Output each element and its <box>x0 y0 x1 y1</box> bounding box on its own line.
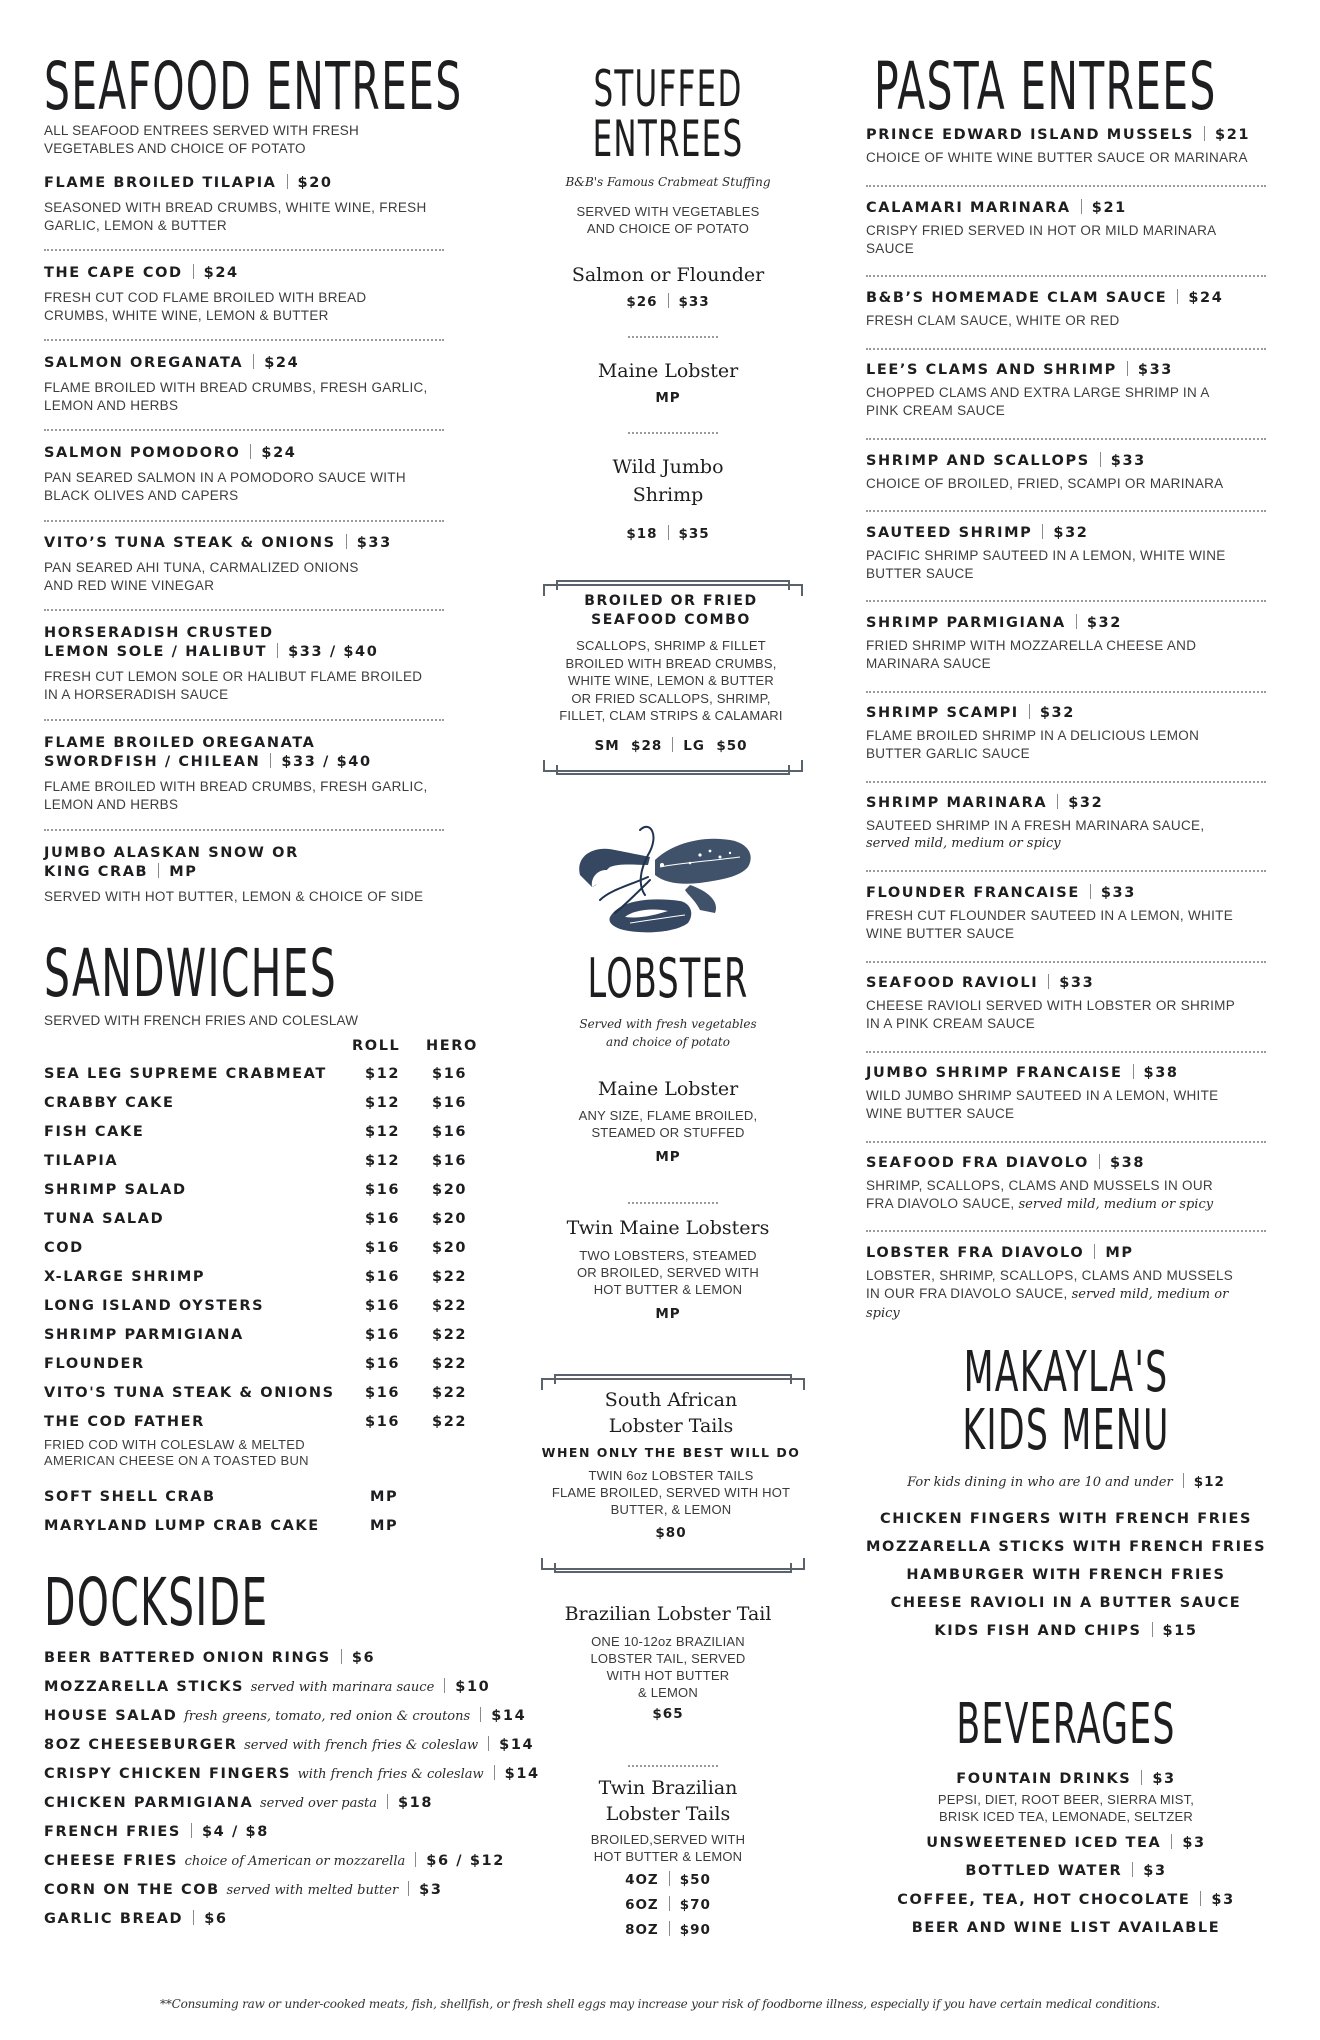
pasta-entrees-section <box>866 0 1266 1320</box>
menu-item <box>866 1154 1266 1214</box>
table-row: MARYLAND LUMP CRAB CAKE MP <box>44 1518 399 1534</box>
dotted-divider <box>628 1765 718 1767</box>
item-description: FRESH CUT COD FLAME BROILED WITH BREAD CRUMBS, WHITE WINE, LEMON & BUTTER <box>44 290 367 323</box>
menu-item <box>44 264 444 325</box>
item-description: BROILED,SERVED WITH HOT BUTTER & LEMON <box>590 1832 746 1864</box>
section-title: SANDWICHES <box>44 935 337 1012</box>
divider <box>387 1794 388 1809</box>
item-name: Maine Lobster <box>597 1078 739 1100</box>
divider <box>1204 126 1205 141</box>
item-price: $20 <box>297 175 333 191</box>
item-description: TWIN 6oz LOBSTER TAILS FLAME BROILED, SERVED WITH HOT BUTTER, & LEMON <box>551 1468 791 1517</box>
item-tagline: WHEN ONLY THE BEST WILL DO <box>541 1445 801 1460</box>
list-item: COFFEE, TEA, HOT CHOCOLATE $3 <box>897 1892 1235 1908</box>
dotted-divider <box>44 520 444 522</box>
item-name: Salmon or Flounder <box>571 264 765 286</box>
menu-item <box>866 1244 1266 1323</box>
table-row: THE COD FATHER $16 $22 <box>44 1414 468 1430</box>
list-item: CHEESE RAVIOLI IN A BUTTER SAUCE <box>890 1595 1242 1611</box>
divider <box>480 1707 481 1722</box>
divider <box>415 1852 416 1867</box>
dotted-divider <box>866 600 1266 602</box>
kids-subtitle: For kids dining in who are 10 and under $12 <box>907 1474 1225 1490</box>
divider <box>672 737 673 752</box>
table-row: TILAPIA $12 $16 <box>44 1153 468 1169</box>
item-description: PAN SEARED SALMON IN A POMODORO SAUCE WITH BLACK OLIVES AND CAPERS <box>44 470 406 503</box>
table-row: VITO'S TUNA STEAK & ONIONS $16 $22 <box>44 1385 468 1401</box>
item-price: $33 / $40 <box>288 644 379 660</box>
divider <box>1133 1064 1134 1079</box>
item-price: $24 <box>1188 290 1224 306</box>
dotted-divider <box>44 719 444 721</box>
table-row: SEA LEG SUPREME CRABMEAT $12 $16 <box>44 1066 468 1082</box>
section-intro: ALL SEAFOOD ENTREES SERVED WITH FRESH VEGETABLES AND CHOICE OF POTATO <box>44 123 359 156</box>
item-price: $32 <box>1053 525 1089 541</box>
item-name: SHRIMP SCAMPI <box>866 705 1019 721</box>
item-name: SEAFOOD RAVIOLI <box>866 975 1039 991</box>
divider <box>1100 452 1101 467</box>
section-title-line2: ENTREES <box>592 110 744 168</box>
item-name-line1: HORSERADISH CRUSTED <box>44 625 274 641</box>
frame-top-inner <box>556 580 790 590</box>
divider <box>1200 1891 1201 1906</box>
menu-item <box>866 126 1266 167</box>
section-title: PASTA ENTREES <box>874 48 1217 125</box>
list-item: CHICKEN FINGERS WITH FRENCH FRIES <box>879 1511 1253 1527</box>
item-description: FRESH CLAM SAUCE, WHITE OR RED <box>866 313 1120 328</box>
item-description: FRIED SHRIMP WITH MOZZARELLA CHEESE AND MARINARA SAUCE <box>866 638 1197 671</box>
menu-item <box>866 361 1266 420</box>
item-price: $24 <box>264 355 300 371</box>
table-row: COD $16 $20 <box>44 1240 468 1256</box>
frame-top-inner <box>554 1374 792 1384</box>
divider <box>1183 1473 1184 1488</box>
menu-item <box>44 174 444 235</box>
list-item: MOZZARELLA STICKS served with marinara sauce $10 <box>44 1679 491 1695</box>
divider <box>1076 614 1077 629</box>
divider <box>668 293 669 308</box>
dotted-divider <box>866 961 1266 963</box>
divider <box>1042 524 1043 539</box>
item-price: $33 <box>356 535 392 551</box>
divider <box>669 1921 670 1936</box>
divider <box>669 1871 670 1886</box>
size-price-row: 8OZ $90 <box>625 1922 711 1938</box>
menu-item <box>44 624 444 704</box>
dotted-divider <box>866 348 1266 350</box>
item-price: $32 <box>1039 705 1075 721</box>
item-name: JUMBO SHRIMP FRANCAISE <box>866 1065 1123 1081</box>
sandwiches-section <box>44 935 478 1535</box>
list-item: BEER BATTERED ONION RINGS $6 <box>44 1650 376 1666</box>
beverages-title: BEVERAGES <box>956 1692 1176 1757</box>
menu-item <box>866 524 1266 583</box>
item-price: $24 <box>261 445 297 461</box>
menu-item <box>866 452 1266 493</box>
item-price: $80 <box>655 1525 687 1541</box>
seafood-combo-box <box>536 575 800 780</box>
item-price: MP <box>1105 1245 1134 1261</box>
menu-item <box>866 614 1266 673</box>
dotted-divider <box>628 336 718 338</box>
item-name: LEMON SOLE / HALIBUT <box>44 644 268 660</box>
item-name: Brazilian Lobster Tail <box>564 1603 772 1625</box>
item-name: SEAFOOD FRA DIAVOLO <box>866 1155 1089 1171</box>
item-price: $24 <box>203 265 239 281</box>
table-row: LONG ISLAND OYSTERS $16 $22 <box>44 1298 468 1314</box>
table-row: SHRIMP SALAD $16 $20 <box>44 1182 468 1198</box>
item-description: PACIFIC SHRIMP SAUTEED IN A LEMON, WHITE WINE BUTTER SAUCE <box>866 548 1226 581</box>
item-price: $26 $33 <box>626 294 710 310</box>
divider <box>341 1649 342 1664</box>
item-name: B&B’S HOMEMADE CLAM SAUCE <box>866 290 1168 306</box>
menu-item <box>866 1064 1266 1123</box>
combo-title: BROILED OR FRIED SEAFOOD COMBO <box>584 593 758 628</box>
list-item: BEER AND WINE LIST AVAILABLE <box>911 1920 1221 1936</box>
item-description: CHOICE OF BROILED, FRIED, SCAMPI OR MARINARA <box>866 476 1224 491</box>
dotted-divider <box>866 510 1266 512</box>
item-description: TWO LOBSTERS, STEAMED OR BROILED, SERVED WITH HOT BUTTER & LEMON <box>576 1248 760 1297</box>
item-price: $33 <box>1100 885 1136 901</box>
divider <box>1090 884 1091 899</box>
item-name: Maine Lobster <box>597 360 739 382</box>
item-description: FRIED COD WITH COLESLAW & MELTED AMERICAN CHEESE ON A TOASTED BUN <box>44 1437 309 1468</box>
item-name: South African Lobster Tails <box>604 1389 738 1437</box>
south-african-box <box>536 1370 800 1580</box>
section-title: SEAFOOD ENTREES <box>44 48 463 125</box>
item-price: $33 / $40 <box>281 754 372 770</box>
dotted-divider <box>44 829 444 831</box>
divider <box>444 1678 445 1693</box>
menu-item <box>866 884 1266 943</box>
dotted-divider <box>44 339 444 341</box>
divider <box>1171 1834 1172 1849</box>
item-description: CHEESE RAVIOLI SERVED WITH LOBSTER OR SHRIMP IN A PINK CREAM SAUCE <box>866 998 1236 1031</box>
item-name: SHRIMP AND SCALLOPS <box>866 453 1090 469</box>
divider <box>193 1910 194 1925</box>
item-name: FLAME BROILED TILAPIA <box>44 175 277 191</box>
item-description: PAN SEARED AHI TUNA, CARMALIZED ONIONS AND RED WINE VINEGAR <box>44 560 359 593</box>
table-row: SOFT SHELL CRAB MP <box>44 1489 399 1505</box>
divider <box>669 1896 670 1911</box>
frame-bottom-inner <box>554 1563 792 1573</box>
item-name: PRINCE EDWARD ISLAND MUSSELS <box>866 127 1195 143</box>
table-row: TUNA SALAD $16 $20 <box>44 1211 468 1227</box>
section-subtitle: B&B's Famous Crabmeat Stuffing <box>565 175 771 189</box>
menu-item <box>44 354 444 415</box>
dotted-divider <box>866 275 1266 277</box>
divider <box>158 863 159 878</box>
divider <box>277 643 278 658</box>
table-row: SHRIMP PARMIGIANA $16 $22 <box>44 1327 468 1343</box>
divider <box>408 1881 409 1896</box>
dotted-divider <box>44 249 444 251</box>
kids-title-line2: KIDS MENU <box>962 1398 1170 1463</box>
item-name: SAUTEED SHRIMP <box>866 525 1033 541</box>
list-item: CRISPY CHICKEN FINGERS with french fries & coleslaw $14 <box>44 1766 540 1782</box>
menu-item <box>866 704 1266 763</box>
item-price: MP <box>655 390 681 406</box>
menu-item <box>866 289 1266 330</box>
list-item: BOTTLED WATER $3 <box>965 1863 1167 1879</box>
item-description: CHOPPED CLAMS AND EXTRA LARGE SHRIMP IN A PINK CREAM SAUCE <box>866 385 1210 418</box>
item-name: KING CRAB <box>44 864 149 880</box>
menu-item <box>866 199 1266 258</box>
section-intro: SERVED WITH FRENCH FRIES AND COLESLAW <box>44 1013 359 1028</box>
item-price: $33 <box>1059 975 1095 991</box>
divider <box>1094 1244 1095 1259</box>
dotted-divider <box>866 781 1266 783</box>
item-price: $33 <box>1110 453 1146 469</box>
menu-item <box>44 534 444 595</box>
item-price: MP <box>169 864 198 880</box>
menu-item <box>44 844 444 906</box>
item-name: Wild Jumbo Shrimp <box>612 456 724 506</box>
list-item: HAMBURGER WITH FRENCH FRIES <box>906 1567 1226 1583</box>
item-description: FRESH CUT FLOUNDER SAUTEED IN A LEMON, WHITE WINE BUTTER SAUCE <box>866 908 1233 941</box>
item-description: FRESH CUT LEMON SOLE OR HALIBUT FLAME BROILED IN A HORSERADISH SAUCE <box>44 669 423 702</box>
divider <box>488 1736 489 1751</box>
item-description: FLAME BROILED SHRIMP IN A DELICIOUS LEMON BUTTER GARLIC SAUCE <box>866 728 1200 761</box>
table-row: CRABBY CAKE $12 $16 <box>44 1095 468 1111</box>
seafood-entrees-section <box>44 0 463 920</box>
divider <box>1081 199 1082 214</box>
item-name: SWORDFISH / CHILEAN <box>44 754 261 770</box>
divider <box>250 444 251 459</box>
item-price: $21 <box>1215 127 1251 143</box>
item-name: Twin Brazilian Lobster Tails <box>598 1777 738 1825</box>
item-price: $32 <box>1068 795 1104 811</box>
item-price: $33 <box>1137 362 1173 378</box>
divider <box>191 1823 192 1838</box>
item-name: LEE’S CLAMS AND SHRIMP <box>866 362 1117 378</box>
divider <box>1127 361 1128 376</box>
divider <box>1048 974 1049 989</box>
divider <box>1152 1622 1153 1637</box>
dotted-divider <box>44 429 444 431</box>
divider <box>253 354 254 369</box>
item-name: VITO’S TUNA STEAK & ONIONS <box>44 535 336 551</box>
size-price-row: 4OZ $50 <box>625 1872 711 1888</box>
dotted-divider <box>628 1202 718 1204</box>
list-item: 8OZ CHEESEBURGER served with french fries & coleslaw $14 <box>44 1737 535 1753</box>
menu-item <box>866 974 1266 1033</box>
section-title: DOCKSIDE <box>44 1564 269 1641</box>
footer-disclaimer: **Consuming raw or under-cooked meats, fish, shellfish, or fresh shell eggs may increase your risk of foodborne illness, especially if you have certain medical conditions. <box>160 1997 1160 2011</box>
menu-item <box>44 444 444 505</box>
table-row: FISH CAKE $12 $16 <box>44 1124 468 1140</box>
list-item: HOUSE SALAD fresh greens, tomato, red onion & croutons $14 <box>44 1708 527 1724</box>
item-description: LOBSTER, SHRIMP, SCALLOPS, CLAMS AND MUSSELS IN OUR FRA DIAVOLO SAUCE, served mild, medium or spicy <box>866 1268 1234 1321</box>
divider <box>1057 794 1058 809</box>
item-description: CHOICE OF WHITE WINE BUTTER SAUCE OR MARINARA <box>866 150 1248 165</box>
item-name: CALAMARI MARINARA <box>866 200 1071 216</box>
dotted-divider <box>866 185 1266 187</box>
menu-item <box>44 734 444 814</box>
item-name: SALMON OREGANATA <box>44 355 244 371</box>
item-description: ANY SIZE, FLAME BROILED, STEAMED OR STUFFED <box>578 1108 758 1140</box>
section-subtitle: Served with fresh vegetables and choice of potato <box>579 1017 757 1049</box>
column-header-hero: HERO <box>426 1038 478 1054</box>
item-name-line1: FLAME BROILED OREGANATA <box>44 735 316 751</box>
item-price: $38 <box>1109 1155 1146 1171</box>
dotted-divider <box>866 438 1266 440</box>
item-description: WILD JUMBO SHRIMP SAUTEED IN A LEMON, WHITE WINE BUTTER SAUCE <box>866 1088 1219 1121</box>
dotted-divider <box>866 1051 1266 1053</box>
combo-description: SCALLOPS, SHRIMP & FILLET BROILED WITH BREAD CRUMBS, WHITE WINE, LEMON & BUTTER OR FRIED SCALLOPS, SHRIMP, FILLET, CLAM STRIPS & CALAMARI <box>559 638 783 723</box>
item-description: FLAME BROILED WITH BREAD CRUMBS, FRESH GARLIC, LEMON AND HERBS <box>44 380 428 413</box>
divider <box>270 753 271 768</box>
section-title-line1: STUFFED <box>593 60 743 118</box>
divider <box>494 1765 495 1780</box>
combo-prices: SM $28 LG $50 <box>594 738 748 754</box>
dotted-divider <box>628 432 718 434</box>
item-price: $38 <box>1143 1065 1179 1081</box>
item-description: SHRIMP, SCALLOPS, CLAMS AND MUSSELS IN OUR FRA DIAVOLO SAUCE, served mild, medium or spicy <box>866 1178 1214 1212</box>
table-row: FLOUNDER $16 $22 <box>44 1356 468 1372</box>
list-item: GARLIC BREAD $6 <box>44 1911 228 1927</box>
kids-title-line1: MAKAYLA'S <box>963 1340 1169 1405</box>
dotted-divider <box>44 609 444 611</box>
divider <box>1141 1770 1142 1785</box>
list-item: CORN ON THE COB served with melted butter $3 <box>44 1882 443 1898</box>
divider <box>287 174 288 189</box>
item-price: MP <box>655 1306 681 1322</box>
divider <box>1099 1154 1100 1169</box>
list-item: CHEESE FRIES choice of American or mozzarella $6 / $12 <box>44 1853 505 1869</box>
list-item: FRENCH FRIES $4 / $8 <box>44 1824 269 1840</box>
divider <box>1132 1862 1133 1877</box>
item-name: THE CAPE COD <box>44 265 183 281</box>
list-item: KIDS FISH AND CHIPS $15 <box>934 1623 1198 1639</box>
column-header-roll: ROLL <box>352 1038 401 1054</box>
divider <box>668 525 669 540</box>
table-row: X-LARGE SHRIMP $16 $22 <box>44 1269 468 1285</box>
list-item: UNSWEETENED ICED TEA $3 <box>926 1835 1206 1851</box>
list-item: FOUNTAIN DRINKS $3 <box>956 1771 1176 1787</box>
frame-bottom-inner <box>556 765 790 775</box>
item-price: $32 <box>1086 615 1122 631</box>
dotted-divider <box>866 691 1266 693</box>
item-description: SERVED WITH HOT BUTTER, LEMON & CHOICE OF SIDE <box>44 889 424 904</box>
dotted-divider <box>866 1141 1266 1143</box>
item-description: CRISPY FRIED SERVED IN HOT OR MILD MARINARA SAUCE <box>866 223 1217 256</box>
item-name: Twin Maine Lobsters <box>566 1217 770 1239</box>
divider <box>1029 704 1030 719</box>
item-description: SAUTEED SHRIMP IN A FRESH MARINARA SAUCE, served mild, medium or spicy <box>866 818 1205 851</box>
item-description: FLAME BROILED WITH BREAD CRUMBS, FRESH GARLIC, LEMON AND HERBS <box>44 779 428 812</box>
divider <box>346 534 347 549</box>
item-name: SHRIMP PARMIGIANA <box>866 615 1066 631</box>
list-item: CHICKEN PARMIGIANA served over pasta $18 <box>44 1795 434 1811</box>
size-price-row: 6OZ $70 <box>625 1897 711 1913</box>
item-description: SEASONED WITH BREAD CRUMBS, WHITE WINE, FRESH GARLIC, LEMON & BUTTER <box>44 200 427 233</box>
divider <box>1177 289 1178 304</box>
lobster-icon <box>570 805 760 940</box>
item-description: PEPSI, DIET, ROOT BEER, SIERRA MIST, BRISK ICED TEA, LEMONADE, SELTZER <box>937 1792 1195 1824</box>
dotted-divider <box>866 870 1266 872</box>
item-name: SHRIMP MARINARA <box>866 795 1048 811</box>
section-title: LOBSTER <box>587 947 749 1010</box>
dotted-divider <box>866 1230 1266 1232</box>
item-name: FLOUNDER FRANCAISE <box>866 885 1080 901</box>
list-item: MOZZARELLA STICKS WITH FRENCH FRIES <box>866 1539 1267 1555</box>
item-name: SALMON POMODORO <box>44 445 241 461</box>
divider <box>193 264 194 279</box>
item-name-line1: JUMBO ALASKAN SNOW OR <box>44 845 299 861</box>
menu-item <box>866 794 1266 853</box>
item-description: ONE 10-12oz BRAZILIAN LOBSTER TAIL, SERVED WITH HOT BUTTER & LEMON <box>590 1634 746 1700</box>
section-intro: SERVED WITH VEGETABLES AND CHOICE OF POTATO <box>576 204 760 236</box>
item-price: $65 <box>652 1706 684 1722</box>
dockside-section <box>44 1564 564 1930</box>
item-name: LOBSTER FRA DIAVOLO <box>866 1245 1085 1261</box>
item-price: $18 $35 <box>626 526 710 542</box>
lobster-illustration <box>570 805 760 940</box>
item-price: MP <box>655 1149 681 1165</box>
item-price: $21 <box>1091 200 1127 216</box>
